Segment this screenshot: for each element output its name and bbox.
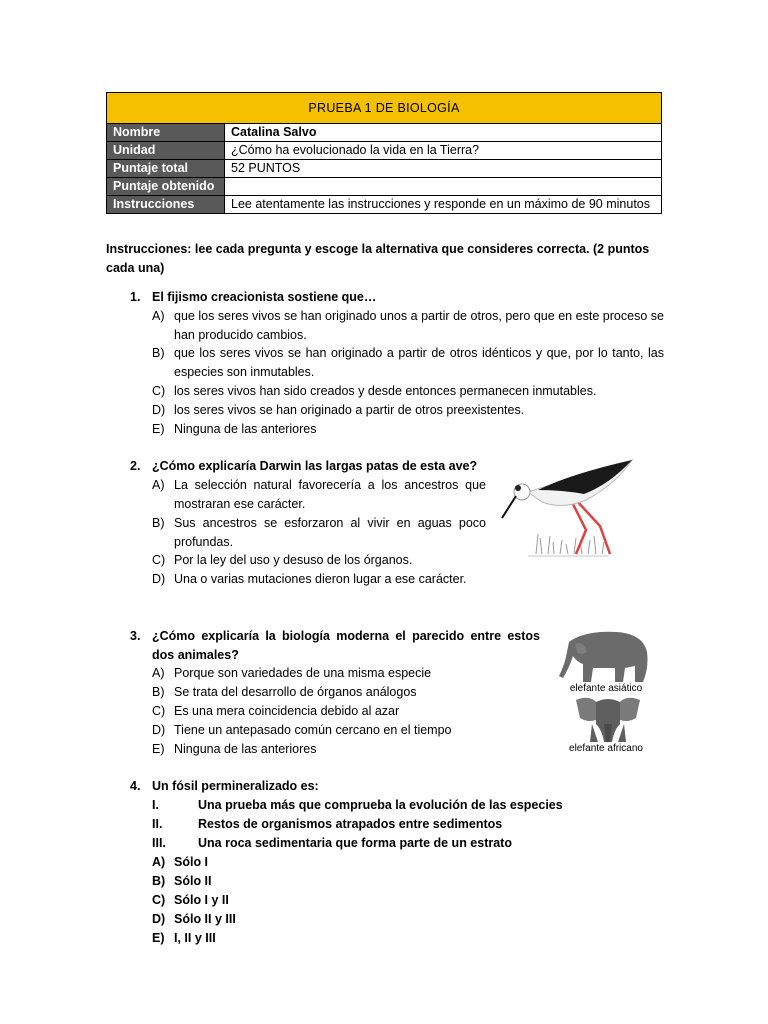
statement-text: Una roca sedimentaria que forma parte de un estrato (198, 836, 512, 850)
option-key: B) (152, 874, 166, 888)
question-text: ¿Cómo explicaría Darwin las largas patas de esta ave? (152, 459, 478, 473)
label-nombre: Nombre (107, 124, 225, 142)
question-number: 2. (130, 459, 141, 473)
question-text: Un fósil permineralizado es: (152, 779, 319, 793)
option-key: A) (152, 478, 165, 492)
label-instrucciones: Instrucciones (107, 196, 225, 214)
option-text: Sus ancestros se esforzaron al vivir en aguas poco profundas. (174, 516, 486, 549)
question-text: El fijismo creacionista sostiene que… (152, 290, 377, 304)
option-text: Ninguna de las anteriores (174, 422, 317, 436)
bird-illustration (498, 454, 638, 566)
option-text: I, II y III (174, 931, 216, 945)
question-text: ¿Cómo explicaría la biología moderna el parecido entre estos dos animales? (152, 629, 540, 662)
option-key: E) (152, 422, 165, 436)
option-key: D) (152, 572, 166, 586)
value-instrucciones: Lee atentamente las instrucciones y responde en un máximo de 90 minutos (225, 196, 662, 214)
option-text: Ninguna de las anteriores (174, 742, 317, 756)
option-text: que los seres vivos se han originado a partir de otros idénticos y que, por lo tanto, las especies son inmutables. (174, 346, 664, 379)
option-text: los seres vivos se han originado a partir de otros preexistentes. (174, 403, 525, 417)
option-text: Sólo II (174, 874, 212, 888)
question-number: 3. (130, 629, 141, 643)
option-key: B) (152, 516, 165, 530)
option-text: Una o varias mutaciones dieron lugar a ese carácter. (174, 572, 467, 586)
option-key: D) (152, 912, 166, 926)
value-puntaje-obtenido (225, 178, 662, 196)
option-text: Porque son variedades de una misma especie (174, 666, 432, 680)
caption-asian-elephant: elefante asiático (569, 683, 643, 694)
exam-header-table (106, 92, 662, 214)
option-key: B) (152, 685, 165, 699)
option-key: C) (152, 384, 166, 398)
option-key: A) (152, 309, 165, 323)
option-text: Sólo I (174, 855, 209, 869)
question-number: 4. (130, 779, 141, 793)
exam-title: PRUEBA 1 DE BIOLOGÍA (107, 93, 662, 124)
option-text: Sólo II y III (174, 912, 236, 926)
option-key: B) (152, 346, 165, 360)
asian-elephant-image (555, 628, 655, 684)
statement-key: I. (152, 798, 159, 812)
option-key: A) (152, 855, 166, 869)
option-text: que los seres vivos se han originado unos a partir de otros, pero que en este proceso se han producido cambios. (174, 309, 664, 342)
option-key: A) (152, 666, 165, 680)
african-elephant-image (570, 694, 646, 744)
option-key: E) (152, 931, 165, 945)
statement-key: III. (152, 836, 166, 850)
option-key: D) (152, 723, 166, 737)
option-text: Por la ley del uso y desuso de los órganos. (174, 553, 413, 567)
label-unidad: Unidad (107, 142, 225, 160)
option-text: los seres vivos han sido creados y desde entonces permanecen inmutables. (174, 384, 597, 398)
value-nombre: Catalina Salvo (225, 124, 662, 142)
option-key: E) (152, 742, 165, 756)
option-key: C) (152, 704, 166, 718)
statement-text: Restos de organismos atrapados entre sedimentos (198, 817, 503, 831)
label-puntaje-obtenido: Puntaje obtenido (107, 178, 225, 196)
caption-african-elephant: elefante africano (569, 743, 643, 754)
option-text: Es una mera coincidencia debido al azar (174, 704, 400, 718)
instructions-text: Instrucciones: lee cada pregunta y escoge la alternativa que consideres correcta. (2 puntos cada una) (106, 242, 650, 275)
value-puntaje-total: 52 PUNTOS (225, 160, 662, 178)
option-text: Tiene un antepasado común cercano en el tiempo (174, 723, 452, 737)
option-text: Sólo I y II (174, 893, 229, 907)
question-number: 1. (130, 290, 141, 304)
option-key: D) (152, 403, 166, 417)
option-key: C) (152, 553, 166, 567)
statement-key: II. (152, 817, 163, 831)
option-key: C) (152, 893, 166, 907)
option-text: Se trata del desarrollo de órganos análogos (174, 685, 417, 699)
statement-text: Una prueba más que comprueba la evolución de las especies (198, 798, 563, 812)
value-unidad: ¿Cómo ha evolucionado la vida en la Tierra? (225, 142, 662, 160)
option-text: La selección natural favorecería a los ancestros que mostraran ese carácter. (174, 478, 486, 511)
label-puntaje-total: Puntaje total (107, 160, 225, 178)
